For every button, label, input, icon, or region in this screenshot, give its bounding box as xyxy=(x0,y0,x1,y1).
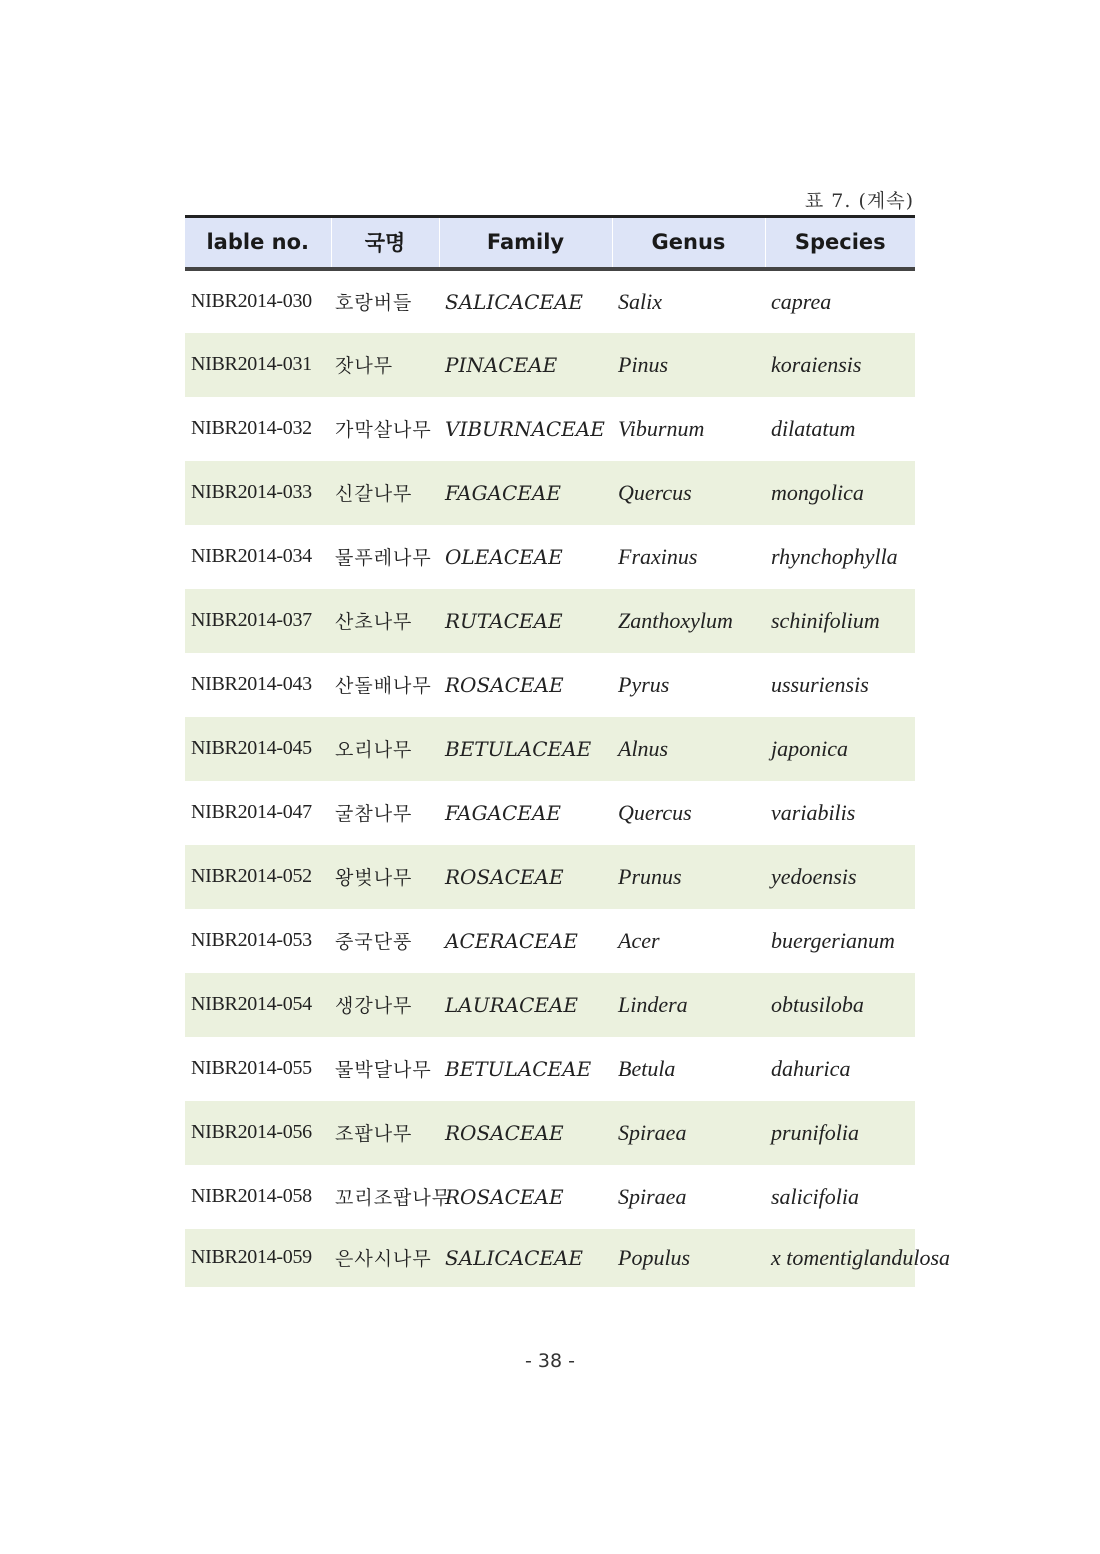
cell-family: SALICACEAE xyxy=(445,1245,584,1270)
cell-species: buergerianum xyxy=(771,927,895,953)
cell-label-no: NIBR2014-034 xyxy=(191,545,312,567)
cell-genus: Salix xyxy=(618,288,662,314)
table-row xyxy=(185,525,915,589)
cell-korean-name: 조팝나무 xyxy=(335,1123,413,1145)
cell-label-no: NIBR2014-033 xyxy=(191,481,312,503)
cell-label-no: NIBR2014-056 xyxy=(191,1121,312,1143)
cell-species: x tomentiglandulosa xyxy=(771,1244,951,1270)
cell-korean-name: 은사시나무 xyxy=(335,1248,432,1270)
header-genus: Genus xyxy=(612,217,765,269)
cell-korean-name: 꼬리조팝나무 xyxy=(335,1187,452,1209)
table-row xyxy=(185,909,915,973)
cell-korean-name: 중국단풍 xyxy=(335,931,413,953)
header-label-no: lable no. xyxy=(185,217,331,269)
cell-genus: Fraxinus xyxy=(618,543,698,569)
cell-korean-name: 산돌배나무 xyxy=(335,675,432,697)
cell-korean-name: 신갈나무 xyxy=(335,483,413,505)
cell-species: caprea xyxy=(771,288,832,314)
cell-family: ROSACEAE xyxy=(445,1120,564,1145)
cell-species: obtusiloba xyxy=(771,991,864,1017)
cell-family: ACERACEAE xyxy=(445,928,578,953)
table-row xyxy=(185,333,915,397)
cell-family: FAGACEAE xyxy=(445,480,561,505)
cell-genus: Pyrus xyxy=(618,671,670,697)
header-row xyxy=(185,217,915,269)
cell-family: SALICACEAE xyxy=(445,289,584,314)
table-row xyxy=(185,717,915,781)
header-family: Family xyxy=(439,217,612,269)
cell-species: ussuriensis xyxy=(771,671,869,697)
cell-korean-name: 왕벚나무 xyxy=(335,867,413,889)
page-number: - 38 - xyxy=(525,1350,575,1372)
header-korean-name: 국명 xyxy=(331,217,439,269)
cell-korean-name: 물푸레나무 xyxy=(335,547,432,569)
table-row xyxy=(185,397,915,461)
cell-genus: Viburnum xyxy=(618,415,705,441)
cell-family: BETULACEAE xyxy=(445,1056,592,1081)
cell-label-no: NIBR2014-054 xyxy=(191,993,312,1015)
cell-korean-name: 산초나무 xyxy=(335,611,413,633)
cell-species: schinifolium xyxy=(771,607,880,633)
cell-korean-name: 잣나무 xyxy=(335,355,394,377)
cell-family: ROSACEAE xyxy=(445,864,564,889)
cell-family: ROSACEAE xyxy=(445,1184,564,1209)
cell-genus: Acer xyxy=(618,927,660,953)
table-caption: 표 7. (계속) xyxy=(804,190,914,212)
cell-label-no: NIBR2014-030 xyxy=(191,290,312,312)
cell-label-no: NIBR2014-055 xyxy=(191,1057,312,1079)
table-row xyxy=(185,1229,915,1287)
cell-korean-name: 생강나무 xyxy=(335,995,413,1017)
cell-label-no: NIBR2014-031 xyxy=(191,353,312,375)
cell-genus: Populus xyxy=(618,1244,691,1270)
cell-korean-name: 굴참나무 xyxy=(335,803,413,825)
table-row xyxy=(185,973,915,1037)
cell-species: salicifolia xyxy=(771,1183,859,1209)
cell-genus: Quercus xyxy=(618,799,692,825)
cell-label-no: NIBR2014-052 xyxy=(191,865,312,887)
table-row xyxy=(185,1037,915,1101)
cell-korean-name: 가막살나무 xyxy=(335,419,432,441)
cell-family: BETULACEAE xyxy=(445,736,592,761)
cell-species: yedoensis xyxy=(771,863,857,889)
cell-genus: Alnus xyxy=(618,735,669,761)
cell-species: koraiensis xyxy=(771,351,862,377)
cell-korean-name: 오리나무 xyxy=(335,739,413,761)
cell-species: prunifolia xyxy=(771,1119,860,1145)
cell-species: dahurica xyxy=(771,1055,851,1081)
cell-species: variabilis xyxy=(771,799,856,825)
cell-label-no: NIBR2014-045 xyxy=(191,737,312,759)
cell-family: RUTACEAE xyxy=(445,608,563,633)
table-row xyxy=(185,269,915,333)
table-header xyxy=(185,217,915,269)
cell-genus: Zanthoxylum xyxy=(618,607,733,633)
table-row xyxy=(185,1165,915,1229)
table-row xyxy=(185,461,915,525)
cell-genus: Spiraea xyxy=(618,1183,687,1209)
cell-species: dilatatum xyxy=(771,415,856,441)
cell-family: VIBURNACEAE xyxy=(445,416,605,441)
cell-species: japonica xyxy=(771,735,848,761)
cell-genus: Betula xyxy=(618,1055,676,1081)
cell-family: ROSACEAE xyxy=(445,672,564,697)
cell-species: rhynchophylla xyxy=(771,543,898,569)
table-row xyxy=(185,1101,915,1165)
cell-label-no: NIBR2014-047 xyxy=(191,801,312,823)
cell-genus: Lindera xyxy=(618,991,688,1017)
cell-genus: Prunus xyxy=(618,863,682,889)
cell-genus: Spiraea xyxy=(618,1119,687,1145)
cell-family: LAURACEAE xyxy=(445,992,579,1017)
table-row xyxy=(185,845,915,909)
specimen-table xyxy=(185,215,951,1287)
cell-label-no: NIBR2014-032 xyxy=(191,417,312,439)
cell-family: PINACEAE xyxy=(445,352,558,377)
cell-genus: Quercus xyxy=(618,479,692,505)
specimen-table-container xyxy=(185,215,951,1287)
cell-label-no: NIBR2014-058 xyxy=(191,1185,312,1207)
table-row xyxy=(185,589,915,653)
cell-label-no: NIBR2014-059 xyxy=(191,1246,312,1268)
table-body xyxy=(185,269,951,1287)
cell-family: FAGACEAE xyxy=(445,800,561,825)
cell-label-no: NIBR2014-043 xyxy=(191,673,312,695)
cell-korean-name: 호랑버들 xyxy=(335,292,413,314)
table-row xyxy=(185,781,915,845)
cell-korean-name: 물박달나무 xyxy=(335,1059,432,1081)
cell-label-no: NIBR2014-037 xyxy=(191,609,312,631)
cell-species: mongolica xyxy=(771,479,864,505)
cell-family: OLEACEAE xyxy=(445,544,563,569)
table-row xyxy=(185,653,915,717)
header-species: Species xyxy=(765,217,915,269)
cell-label-no: NIBR2014-053 xyxy=(191,929,312,951)
cell-genus: Pinus xyxy=(618,351,669,377)
